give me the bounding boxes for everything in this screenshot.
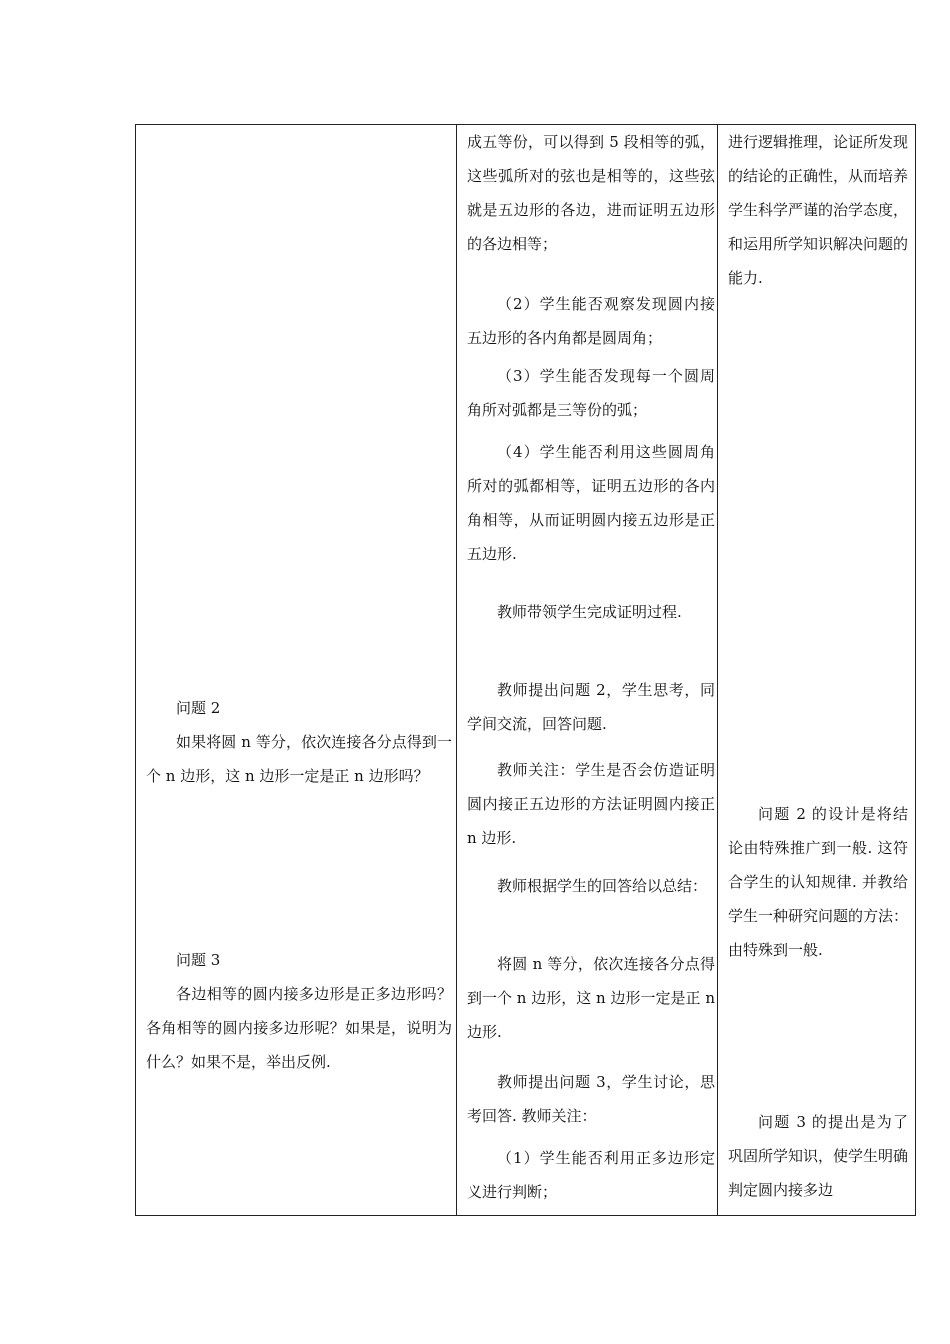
design-intent-2: 问题 2 的设计是将结论由特殊推广到一般. 这符合学生的认知规律. 并教给学生一种研究问题的方法：由特殊到一般.: [728, 805, 909, 959]
design-intent-3: 问题 3 的提出是为了巩固所学知识，使学生明确判定圆内接多边: [728, 1113, 909, 1199]
teaching-paragraph-1: 成五等份，可以得到 5 段相等的弧，这些弧所对的弦也是相等的，这些弦就是五边形的各边，进而证明五边形的各边相等；: [467, 133, 715, 253]
question-3-title: 问题 3: [176, 951, 221, 969]
column-divider-1: [456, 125, 457, 1215]
lesson-table: [135, 124, 916, 1216]
teaching-paragraph-7: 教师关注：学生是否会仿造证明圆内接正五边形的方法证明圆内接正 n 边形.: [467, 761, 720, 847]
design-intent-1: 进行逻辑推理，论证所发现的结论的正确性，从而培养学生科学严谨的治学态度，和运用所学知识解决问题的能力.: [728, 133, 909, 287]
teaching-paragraph-11: （1）学生能否利用正多边形定义进行判断；: [467, 1149, 715, 1201]
teaching-paragraph-4: （4）学生能否利用这些圆周角所对的弧都相等，证明五边形的各内角相等，从而证明圆内接五边形是正五边形.: [467, 443, 715, 563]
teaching-paragraph-3: （3）学生能否发现每一个圆周角所对弧都是三等份的弧；: [467, 367, 715, 419]
teaching-paragraph-8: 教师根据学生的回答给以总结：: [497, 877, 708, 895]
teaching-paragraph-9: 将圆 n 等分，依次连接各分点得到一个 n 边形，这 n 边形一定是正 n 边形.: [467, 955, 720, 1041]
teaching-paragraph-6: 教师提出问题 2，学生思考，同学间交流，回答问题.: [467, 681, 715, 733]
teaching-paragraph-2: （2）学生能否观察发现圆内接五边形的各内角都是圆周角；: [467, 295, 715, 347]
question-3-text: 各边相等的圆内接多边形是正多边形吗？各角相等的圆内接多边形呢？如果是，说明为什么？如果不是，举出反例.: [146, 985, 452, 1071]
column-divider-2: [717, 125, 718, 1215]
teaching-paragraph-5: 教师带领学生完成证明过程.: [497, 603, 682, 621]
question-2-title: 问题 2: [176, 699, 221, 717]
teaching-paragraph-10: 教师提出问题 3，学生讨论，思考回答. 教师关注：: [467, 1073, 715, 1125]
question-2-text: 如果将圆 n 等分，依次连接各分点得到一个 n 边形，这 n 边形一定是正 n 边形吗？: [146, 733, 452, 785]
